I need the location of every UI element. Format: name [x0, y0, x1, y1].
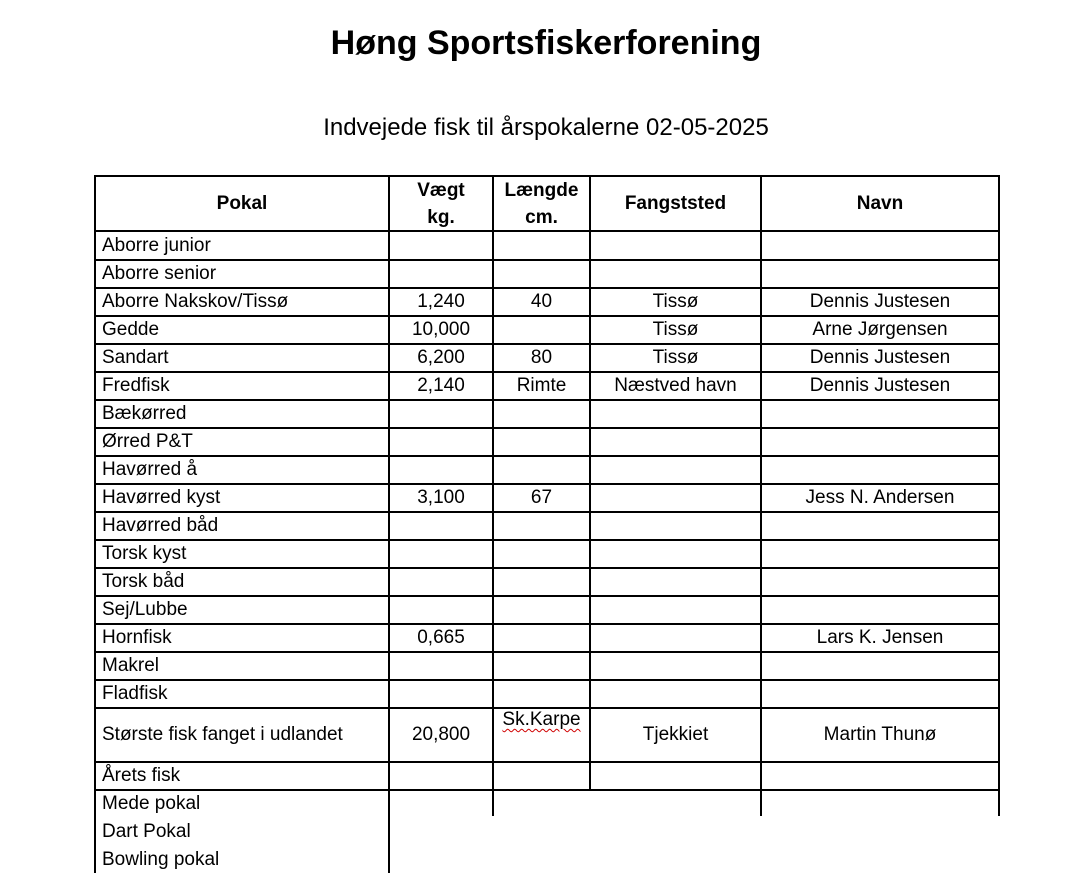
table-cell-navn: [762, 653, 998, 679]
table-cell-vaegt: [390, 429, 492, 455]
table-cell-fangststed: [591, 681, 760, 707]
table-cell-navn: [762, 429, 998, 455]
table-cell-navn: [762, 261, 998, 287]
table-cell-navn: [762, 597, 998, 623]
column-divider: [388, 789, 390, 873]
table-cell-vaegt: [390, 597, 492, 623]
table-cell-laengde: 40: [530, 291, 553, 312]
table-cell-vaegt: 2,140: [417, 375, 465, 396]
header-navn: Navn: [856, 193, 904, 214]
table-cell-laengde: [494, 513, 589, 539]
table-cell-navn: [762, 513, 998, 539]
column-divider: [760, 789, 762, 816]
table-cell-navn: Dennis Justesen: [809, 291, 951, 312]
table-cell-pokal: Makrel: [102, 655, 160, 676]
table-cell-laengde: [494, 597, 589, 623]
table-cell-laengde: [494, 763, 589, 789]
table-cell-pokal: Ørred P&T: [102, 431, 193, 452]
table-cell-laengde: [494, 401, 589, 427]
table-cell-fangststed: [591, 401, 760, 427]
table-cell-fangststed: [591, 233, 760, 259]
table-cell-fangststed: [591, 569, 760, 595]
table-cell-pokal: Aborre Nakskov/Tissø: [102, 291, 289, 312]
table-cell-pokal: Hornfisk: [102, 627, 172, 648]
table-cell-laengde: [494, 317, 589, 343]
table-cell-fangststed: Tjekkiet: [642, 724, 709, 745]
table-cell-fangststed: [591, 261, 760, 287]
table-cell-laengde: [494, 541, 589, 567]
table-cell-navn: Lars K. Jensen: [816, 627, 944, 648]
table-cell-laengde: [494, 457, 589, 483]
table-cell-pokal: Gedde: [102, 319, 160, 340]
table-cell-pokal: Havørred å: [102, 459, 198, 480]
table-cell-vaegt: [390, 513, 492, 539]
header-pokal: Pokal: [216, 193, 268, 214]
table-cell-navn: [762, 569, 998, 595]
table-cell-vaegt: [390, 653, 492, 679]
table-cell-vaegt: [390, 763, 492, 789]
table-cell-vaegt: [390, 569, 492, 595]
table-cell-laengde: [494, 681, 589, 707]
table-cell-pokal: Fladfisk: [102, 683, 168, 704]
table-cell-laengde: [494, 653, 589, 679]
table-cell-laengde: Rimte: [516, 375, 567, 396]
column-divider: [492, 789, 494, 816]
table-cell-navn: [762, 541, 998, 567]
table-cell-pokal: Sandart: [102, 347, 169, 368]
table-cell-laengde: 67: [530, 487, 553, 508]
table-cell-fangststed: [591, 457, 760, 483]
header-laengde-text: cm.: [525, 207, 558, 228]
table-cell-navn: Jess N. Andersen: [805, 487, 955, 508]
table-cell-navn: [762, 763, 998, 789]
table-cell-vaegt: 6,200: [417, 347, 465, 368]
header-vaegt-text: Vægt: [417, 179, 465, 201]
table-cell-vaegt: 3,100: [417, 487, 465, 508]
table-cell-laengde: [494, 261, 589, 287]
table-cell-fangststed: [591, 653, 760, 679]
table-cell-fangststed: [591, 429, 760, 455]
column-divider: [998, 175, 1000, 791]
table-cell-fangststed: Tissø: [652, 291, 699, 312]
table-cell-vaegt: [390, 233, 492, 259]
extra-row-label: Bowling pokal: [102, 849, 220, 870]
table-cell-pokal: Havørred båd: [102, 515, 219, 536]
table-cell-navn: Arne Jørgensen: [812, 319, 948, 340]
table-cell-vaegt: [390, 681, 492, 707]
table-cell-laengde: [494, 625, 589, 651]
table-cell-laengde: [494, 569, 589, 595]
table-cell-pokal: Sej/Lubbe: [102, 599, 188, 620]
table-cell-laengde: Sk.Karpe: [502, 709, 581, 730]
table-cell-navn: [762, 401, 998, 427]
header-laengde-text: Længde: [504, 180, 579, 201]
table-cell-navn: [762, 233, 998, 259]
table-cell-vaegt: 20,800: [411, 724, 471, 745]
table-cell-vaegt: 1,240: [417, 291, 465, 312]
header-vaegt: [390, 177, 492, 230]
table-cell-pokal: Årets fisk: [102, 765, 181, 786]
table-cell-navn: [762, 681, 998, 707]
header-vaegt-text: kg.: [427, 206, 455, 228]
table-cell-pokal: Største fisk fanget i udlandet: [102, 724, 343, 745]
table-cell-fangststed: [591, 597, 760, 623]
table-cell-vaegt: [390, 457, 492, 483]
page-subtitle: Indvejede fisk til årspokalerne 02-05-2025: [323, 114, 769, 141]
table-cell-vaegt: [390, 541, 492, 567]
table-cell-fangststed: Tissø: [652, 347, 699, 368]
table-cell-navn: [762, 457, 998, 483]
table-cell-vaegt: 0,665: [417, 627, 465, 648]
table-cell-vaegt: [390, 401, 492, 427]
table-cell-pokal: Aborre senior: [102, 263, 217, 284]
extra-row-label: Dart Pokal: [102, 821, 191, 842]
page-title: Høng Sportsfiskerforening: [330, 24, 762, 62]
table-cell-fangststed: Tissø: [652, 319, 699, 340]
table-cell-pokal: Bækørred: [102, 403, 187, 424]
table-cell-fangststed: [591, 763, 760, 789]
table-cell-fangststed: [591, 541, 760, 567]
table-cell-fangststed: Næstved havn: [614, 375, 737, 396]
table-cell-navn: Dennis Justesen: [809, 347, 951, 368]
table-cell-pokal: Torsk kyst: [102, 543, 187, 564]
table-cell-pokal: Torsk båd: [102, 571, 185, 592]
table-cell-navn: Martin Thunø: [823, 724, 937, 745]
table-cell-fangststed: [591, 513, 760, 539]
table-cell-pokal: Fredfisk: [102, 375, 170, 396]
table-cell-fangststed: [591, 625, 760, 651]
table-cell-vaegt: 10,000: [411, 319, 471, 340]
table-cell-laengde: [494, 429, 589, 455]
table-cell-laengde: 80: [530, 347, 553, 368]
header-laengde: [494, 177, 589, 230]
header-fangststed: Fangststed: [624, 193, 727, 214]
table-cell-fangststed: [591, 485, 760, 511]
extra-row-label: Mede pokal: [102, 793, 201, 814]
column-divider: [998, 789, 1000, 816]
table-cell-vaegt: [390, 261, 492, 287]
table-cell-pokal: Havørred kyst: [102, 487, 221, 508]
table-cell-pokal: Aborre junior: [102, 235, 211, 256]
table-cell-navn: Dennis Justesen: [809, 375, 951, 396]
table-cell-laengde: [494, 233, 589, 259]
